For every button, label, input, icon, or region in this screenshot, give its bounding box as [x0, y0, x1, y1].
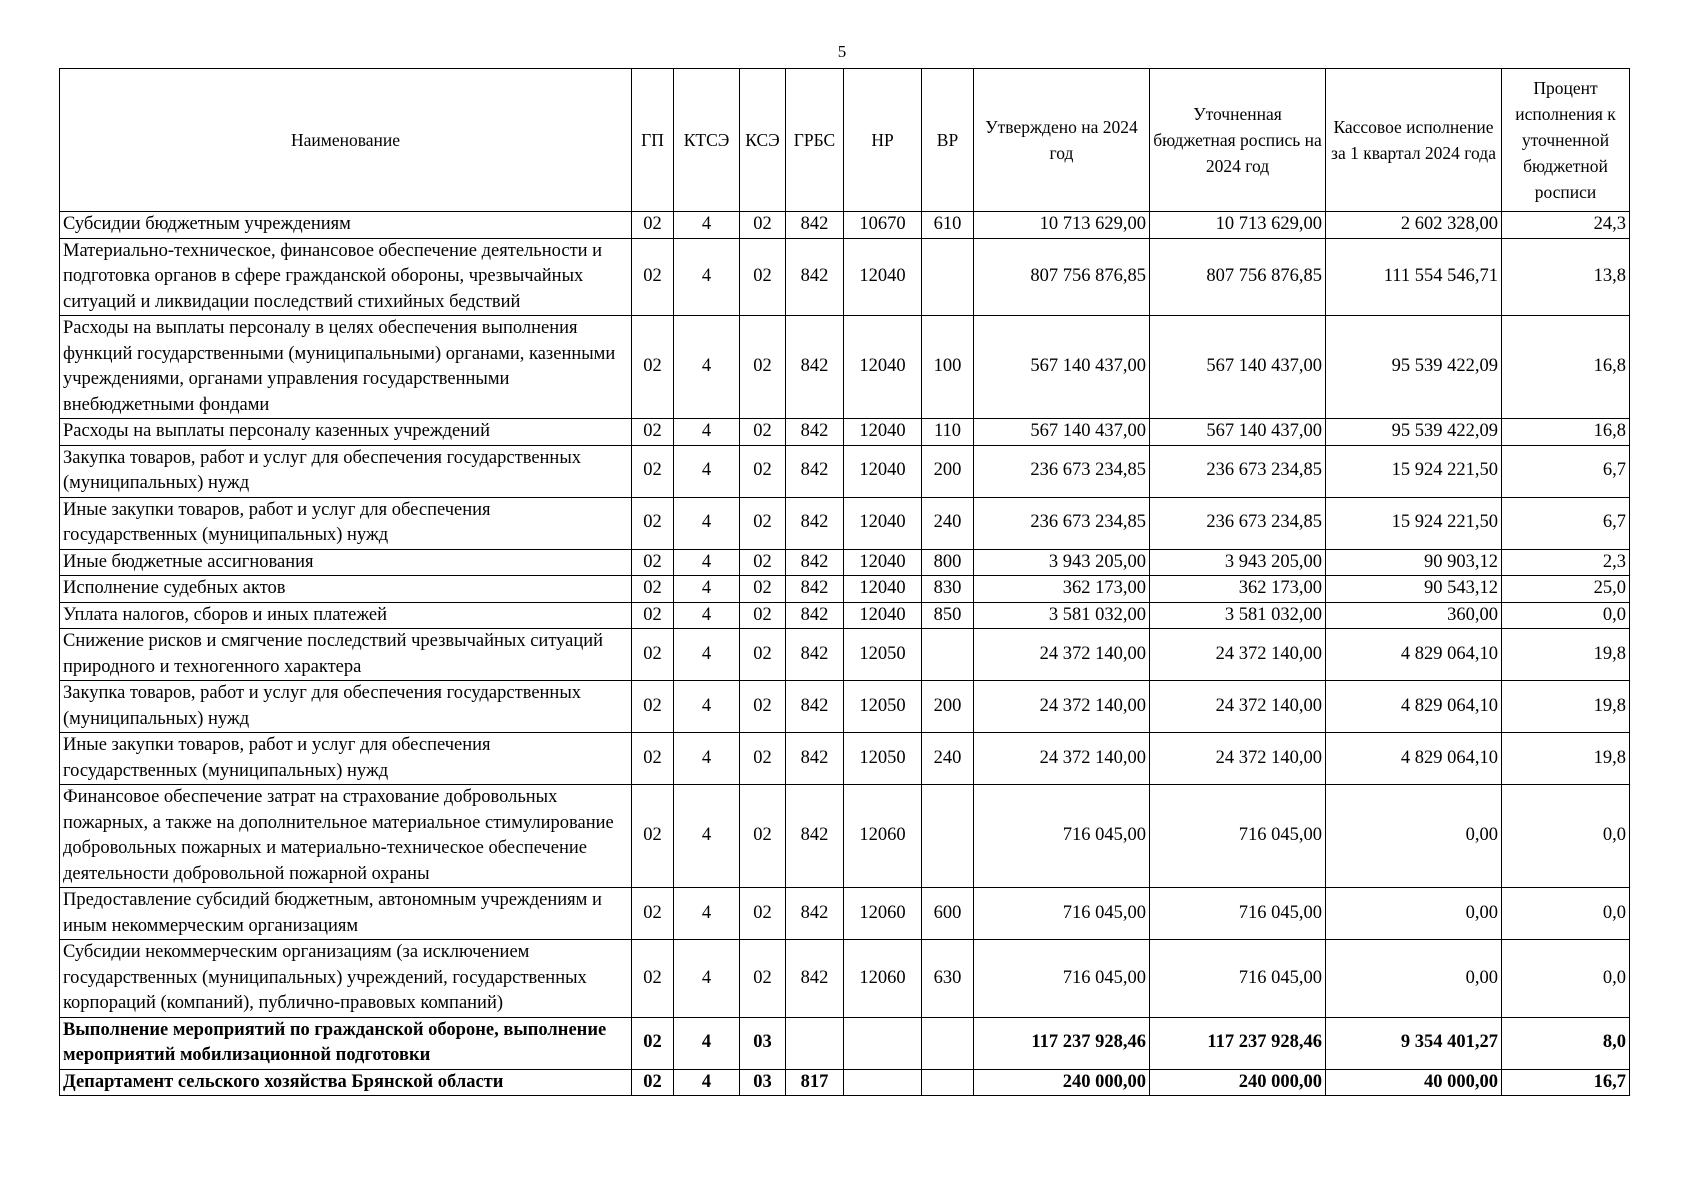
- table-row: [60, 238, 1630, 316]
- cell-cash: 0,00: [1326, 940, 1502, 1018]
- cell-approved: 567 140 437,00: [974, 316, 1150, 419]
- cell-ktse: 4: [674, 785, 740, 888]
- cell-ktse: 4: [674, 549, 740, 576]
- cell-name: Финансовое обеспечение затрат на страхование добровольных пожарных, а также на дополнительное материальное стимулирование добровольных пожарных и материально-техническое обеспечение деятельности добровольной пожарной охраны: [60, 785, 632, 888]
- cell-name: Субсидии некоммерческим организациям (за исключением государственных (муниципальных) учреждений, государственных корпораций (компаний), публично-правовых компаний): [60, 940, 632, 1018]
- table-row: [60, 785, 1630, 888]
- header-percent: Процент исполнения к уточненной бюджетной росписи: [1502, 69, 1630, 212]
- cell-grbs: 842: [786, 888, 844, 940]
- cell-grbs: 842: [786, 681, 844, 733]
- header-ktse: КТСЭ: [674, 69, 740, 212]
- cell-name: Закупка товаров, работ и услуг для обеспечения государственных (муниципальных) нужд: [60, 681, 632, 733]
- header-nr: НР: [844, 69, 922, 212]
- cell-percent: 16,8: [1502, 316, 1630, 419]
- cell-nr: 12040: [844, 316, 922, 419]
- cell-approved: 716 045,00: [974, 888, 1150, 940]
- cell-percent: 19,8: [1502, 733, 1630, 785]
- table-row: [60, 497, 1630, 549]
- cell-kse: 02: [740, 629, 786, 681]
- cell-kse: 02: [740, 888, 786, 940]
- cell-nr: 12040: [844, 576, 922, 603]
- cell-refined: 716 045,00: [1150, 888, 1326, 940]
- cell-ktse: 4: [674, 419, 740, 446]
- cell-vr: 830: [922, 576, 974, 603]
- cell-vr: [922, 1069, 974, 1096]
- cell-approved: 24 372 140,00: [974, 733, 1150, 785]
- cell-approved: 807 756 876,85: [974, 238, 1150, 316]
- cell-nr: 12040: [844, 549, 922, 576]
- cell-nr: 12040: [844, 238, 922, 316]
- cell-ktse: 4: [674, 888, 740, 940]
- table-row: [60, 316, 1630, 419]
- cell-approved: 3 943 205,00: [974, 549, 1150, 576]
- cell-cash: 90 903,12: [1326, 549, 1502, 576]
- cell-vr: 240: [922, 497, 974, 549]
- cell-percent: 25,0: [1502, 576, 1630, 603]
- cell-cash: 15 924 221,50: [1326, 497, 1502, 549]
- cell-nr: 12040: [844, 497, 922, 549]
- cell-name: Предоставление субсидий бюджетным, автономным учреждениям и иным некоммерческим организациям: [60, 888, 632, 940]
- cell-gp: 02: [632, 1017, 674, 1069]
- cell-percent: 0,0: [1502, 785, 1630, 888]
- cell-name: Закупка товаров, работ и услуг для обеспечения государственных (муниципальных) нужд: [60, 445, 632, 497]
- cell-gp: 02: [632, 602, 674, 629]
- cell-kse: 02: [740, 497, 786, 549]
- cell-vr: 850: [922, 602, 974, 629]
- cell-nr: 12060: [844, 940, 922, 1018]
- cell-grbs: 842: [786, 212, 844, 239]
- header-name: Наименование: [60, 69, 632, 212]
- cell-approved: 716 045,00: [974, 785, 1150, 888]
- cell-percent: 0,0: [1502, 602, 1630, 629]
- header-approved: Утверждено на 2024 год: [974, 69, 1150, 212]
- cell-cash: 95 539 422,09: [1326, 419, 1502, 446]
- cell-ktse: 4: [674, 1017, 740, 1069]
- cell-approved: 10 713 629,00: [974, 212, 1150, 239]
- cell-vr: 800: [922, 549, 974, 576]
- cell-vr: 630: [922, 940, 974, 1018]
- cell-nr: 12060: [844, 888, 922, 940]
- cell-name: Субсидии бюджетным учреждениям: [60, 212, 632, 239]
- cell-name: Уплата налогов, сборов и иных платежей: [60, 602, 632, 629]
- header-kse: КСЭ: [740, 69, 786, 212]
- table-row: [60, 576, 1630, 603]
- header-cash: Кассовое исполнение за 1 квартал 2024 года: [1326, 69, 1502, 212]
- cell-cash: 40 000,00: [1326, 1069, 1502, 1096]
- budget-table: [59, 68, 1630, 1096]
- cell-name: Материально-техническое, финансовое обеспечение деятельности и подготовка органов в сфере гражданской обороны, чрезвычайных ситуаций и ликвидации последствий стихийных бедствий: [60, 238, 632, 316]
- cell-cash: 0,00: [1326, 888, 1502, 940]
- cell-gp: 02: [632, 549, 674, 576]
- cell-gp: 02: [632, 212, 674, 239]
- table-row: [60, 629, 1630, 681]
- cell-nr: 12040: [844, 602, 922, 629]
- cell-refined: 567 140 437,00: [1150, 419, 1326, 446]
- cell-cash: 2 602 328,00: [1326, 212, 1502, 239]
- cell-grbs: 842: [786, 445, 844, 497]
- cell-nr: 12050: [844, 629, 922, 681]
- cell-nr: 10670: [844, 212, 922, 239]
- cell-kse: 02: [740, 419, 786, 446]
- cell-grbs: [786, 1017, 844, 1069]
- cell-ktse: 4: [674, 1069, 740, 1096]
- cell-gp: 02: [632, 316, 674, 419]
- cell-cash: 4 829 064,10: [1326, 733, 1502, 785]
- cell-vr: [922, 629, 974, 681]
- table-row: [60, 940, 1630, 1018]
- cell-gp: 02: [632, 681, 674, 733]
- cell-refined: 24 372 140,00: [1150, 733, 1326, 785]
- cell-vr: [922, 785, 974, 888]
- cell-cash: 4 829 064,10: [1326, 629, 1502, 681]
- cell-vr: [922, 1017, 974, 1069]
- cell-vr: [922, 238, 974, 316]
- cell-name: Исполнение судебных актов: [60, 576, 632, 603]
- cell-kse: 02: [740, 238, 786, 316]
- cell-nr: [844, 1017, 922, 1069]
- cell-kse: 02: [740, 445, 786, 497]
- cell-approved: 24 372 140,00: [974, 681, 1150, 733]
- cell-refined: 236 673 234,85: [1150, 497, 1326, 549]
- cell-cash: 360,00: [1326, 602, 1502, 629]
- cell-name: Департамент сельского хозяйства Брянской области: [60, 1069, 632, 1096]
- cell-kse: 02: [740, 576, 786, 603]
- table-row: [60, 888, 1630, 940]
- cell-approved: 567 140 437,00: [974, 419, 1150, 446]
- cell-vr: 110: [922, 419, 974, 446]
- table-row: [60, 445, 1630, 497]
- page-number: 5: [837, 42, 847, 61]
- cell-refined: 10 713 629,00: [1150, 212, 1326, 239]
- cell-cash: 90 543,12: [1326, 576, 1502, 603]
- cell-kse: 02: [740, 549, 786, 576]
- cell-cash: 15 924 221,50: [1326, 445, 1502, 497]
- cell-refined: 24 372 140,00: [1150, 681, 1326, 733]
- header-row: [60, 69, 1630, 212]
- cell-percent: 8,0: [1502, 1017, 1630, 1069]
- cell-approved: 716 045,00: [974, 940, 1150, 1018]
- cell-approved: 3 581 032,00: [974, 602, 1150, 629]
- cell-grbs: 842: [786, 785, 844, 888]
- cell-name: Выполнение мероприятий по гражданской обороне, выполнение мероприятий мобилизационной подготовки: [60, 1017, 632, 1069]
- cell-gp: 02: [632, 576, 674, 603]
- cell-approved: 236 673 234,85: [974, 445, 1150, 497]
- cell-vr: 240: [922, 733, 974, 785]
- cell-nr: 12050: [844, 733, 922, 785]
- cell-grbs: 842: [786, 419, 844, 446]
- cell-kse: 02: [740, 316, 786, 419]
- cell-gp: 02: [632, 888, 674, 940]
- cell-refined: 716 045,00: [1150, 940, 1326, 1018]
- cell-kse: 02: [740, 733, 786, 785]
- cell-name: Иные бюджетные ассигнования: [60, 549, 632, 576]
- cell-ktse: 4: [674, 212, 740, 239]
- cell-percent: 6,7: [1502, 497, 1630, 549]
- cell-name: Снижение рисков и смягчение последствий чрезвычайных ситуаций природного и техногенного характера: [60, 629, 632, 681]
- cell-kse: 02: [740, 785, 786, 888]
- cell-gp: 02: [632, 497, 674, 549]
- table-row: [60, 681, 1630, 733]
- cell-grbs: 817: [786, 1069, 844, 1096]
- cell-grbs: 842: [786, 549, 844, 576]
- table-body: [60, 212, 1630, 1096]
- cell-refined: 716 045,00: [1150, 785, 1326, 888]
- cell-refined: 24 372 140,00: [1150, 629, 1326, 681]
- cell-gp: 02: [632, 733, 674, 785]
- cell-gp: 02: [632, 238, 674, 316]
- table-row: [60, 549, 1630, 576]
- cell-ktse: 4: [674, 497, 740, 549]
- cell-vr: 200: [922, 445, 974, 497]
- cell-vr: 610: [922, 212, 974, 239]
- cell-cash: 4 829 064,10: [1326, 681, 1502, 733]
- cell-grbs: 842: [786, 629, 844, 681]
- cell-grbs: 842: [786, 940, 844, 1018]
- cell-percent: 2,3: [1502, 549, 1630, 576]
- header-grbs: ГРБС: [786, 69, 844, 212]
- table-row: [60, 212, 1630, 239]
- cell-gp: 02: [632, 1069, 674, 1096]
- cell-cash: 9 354 401,27: [1326, 1017, 1502, 1069]
- cell-percent: 0,0: [1502, 940, 1630, 1018]
- cell-nr: 12050: [844, 681, 922, 733]
- cell-ktse: 4: [674, 238, 740, 316]
- cell-refined: 807 756 876,85: [1150, 238, 1326, 316]
- table-row: [60, 1069, 1630, 1096]
- cell-approved: 240 000,00: [974, 1069, 1150, 1096]
- cell-name: Расходы на выплаты персоналу в целях обеспечения выполнения функций государственными (муниципальными) органами, казенными учреждениями, органами управления государственными внебюджетными фондами: [60, 316, 632, 419]
- cell-vr: 100: [922, 316, 974, 419]
- cell-ktse: 4: [674, 733, 740, 785]
- cell-refined: 567 140 437,00: [1150, 316, 1326, 419]
- cell-percent: 0,0: [1502, 888, 1630, 940]
- header-gp: ГП: [632, 69, 674, 212]
- cell-refined: 362 173,00: [1150, 576, 1326, 603]
- header-vr: ВР: [922, 69, 974, 212]
- cell-percent: 19,8: [1502, 681, 1630, 733]
- cell-kse: 02: [740, 212, 786, 239]
- cell-percent: 19,8: [1502, 629, 1630, 681]
- cell-gp: 02: [632, 419, 674, 446]
- cell-ktse: 4: [674, 940, 740, 1018]
- cell-name: Расходы на выплаты персоналу казенных учреждений: [60, 419, 632, 446]
- cell-vr: 200: [922, 681, 974, 733]
- cell-kse: 02: [740, 681, 786, 733]
- cell-refined: 240 000,00: [1150, 1069, 1326, 1096]
- cell-ktse: 4: [674, 316, 740, 419]
- cell-approved: 362 173,00: [974, 576, 1150, 603]
- cell-percent: 24,3: [1502, 212, 1630, 239]
- cell-percent: 16,7: [1502, 1069, 1630, 1096]
- cell-kse: 02: [740, 940, 786, 1018]
- table-row: [60, 419, 1630, 446]
- cell-kse: 03: [740, 1069, 786, 1096]
- header-refined: Уточненная бюджетная роспись на 2024 год: [1150, 69, 1326, 212]
- cell-nr: 12040: [844, 445, 922, 497]
- cell-ktse: 4: [674, 602, 740, 629]
- table-row: [60, 602, 1630, 629]
- cell-grbs: 842: [786, 602, 844, 629]
- cell-cash: 95 539 422,09: [1326, 316, 1502, 419]
- cell-ktse: 4: [674, 576, 740, 603]
- cell-approved: 24 372 140,00: [974, 629, 1150, 681]
- cell-refined: 3 943 205,00: [1150, 549, 1326, 576]
- cell-gp: 02: [632, 445, 674, 497]
- table-row: [60, 733, 1630, 785]
- table-row: [60, 1017, 1630, 1069]
- cell-grbs: 842: [786, 733, 844, 785]
- cell-grbs: 842: [786, 238, 844, 316]
- cell-refined: 236 673 234,85: [1150, 445, 1326, 497]
- cell-nr: 12060: [844, 785, 922, 888]
- cell-cash: 0,00: [1326, 785, 1502, 888]
- cell-kse: 03: [740, 1017, 786, 1069]
- cell-gp: 02: [632, 629, 674, 681]
- cell-percent: 13,8: [1502, 238, 1630, 316]
- cell-grbs: 842: [786, 316, 844, 419]
- cell-percent: 6,7: [1502, 445, 1630, 497]
- cell-refined: 3 581 032,00: [1150, 602, 1326, 629]
- cell-approved: 117 237 928,46: [974, 1017, 1150, 1069]
- cell-percent: 16,8: [1502, 419, 1630, 446]
- cell-nr: 12040: [844, 419, 922, 446]
- cell-ktse: 4: [674, 445, 740, 497]
- cell-gp: 02: [632, 785, 674, 888]
- cell-ktse: 4: [674, 629, 740, 681]
- cell-approved: 236 673 234,85: [974, 497, 1150, 549]
- cell-grbs: 842: [786, 576, 844, 603]
- cell-refined: 117 237 928,46: [1150, 1017, 1326, 1069]
- cell-name: Иные закупки товаров, работ и услуг для обеспечения государственных (муниципальных) нужд: [60, 497, 632, 549]
- cell-gp: 02: [632, 940, 674, 1018]
- cell-kse: 02: [740, 602, 786, 629]
- cell-name: Иные закупки товаров, работ и услуг для обеспечения государственных (муниципальных) нужд: [60, 733, 632, 785]
- cell-grbs: 842: [786, 497, 844, 549]
- cell-vr: 600: [922, 888, 974, 940]
- cell-cash: 111 554 546,71: [1326, 238, 1502, 316]
- cell-ktse: 4: [674, 681, 740, 733]
- cell-nr: [844, 1069, 922, 1096]
